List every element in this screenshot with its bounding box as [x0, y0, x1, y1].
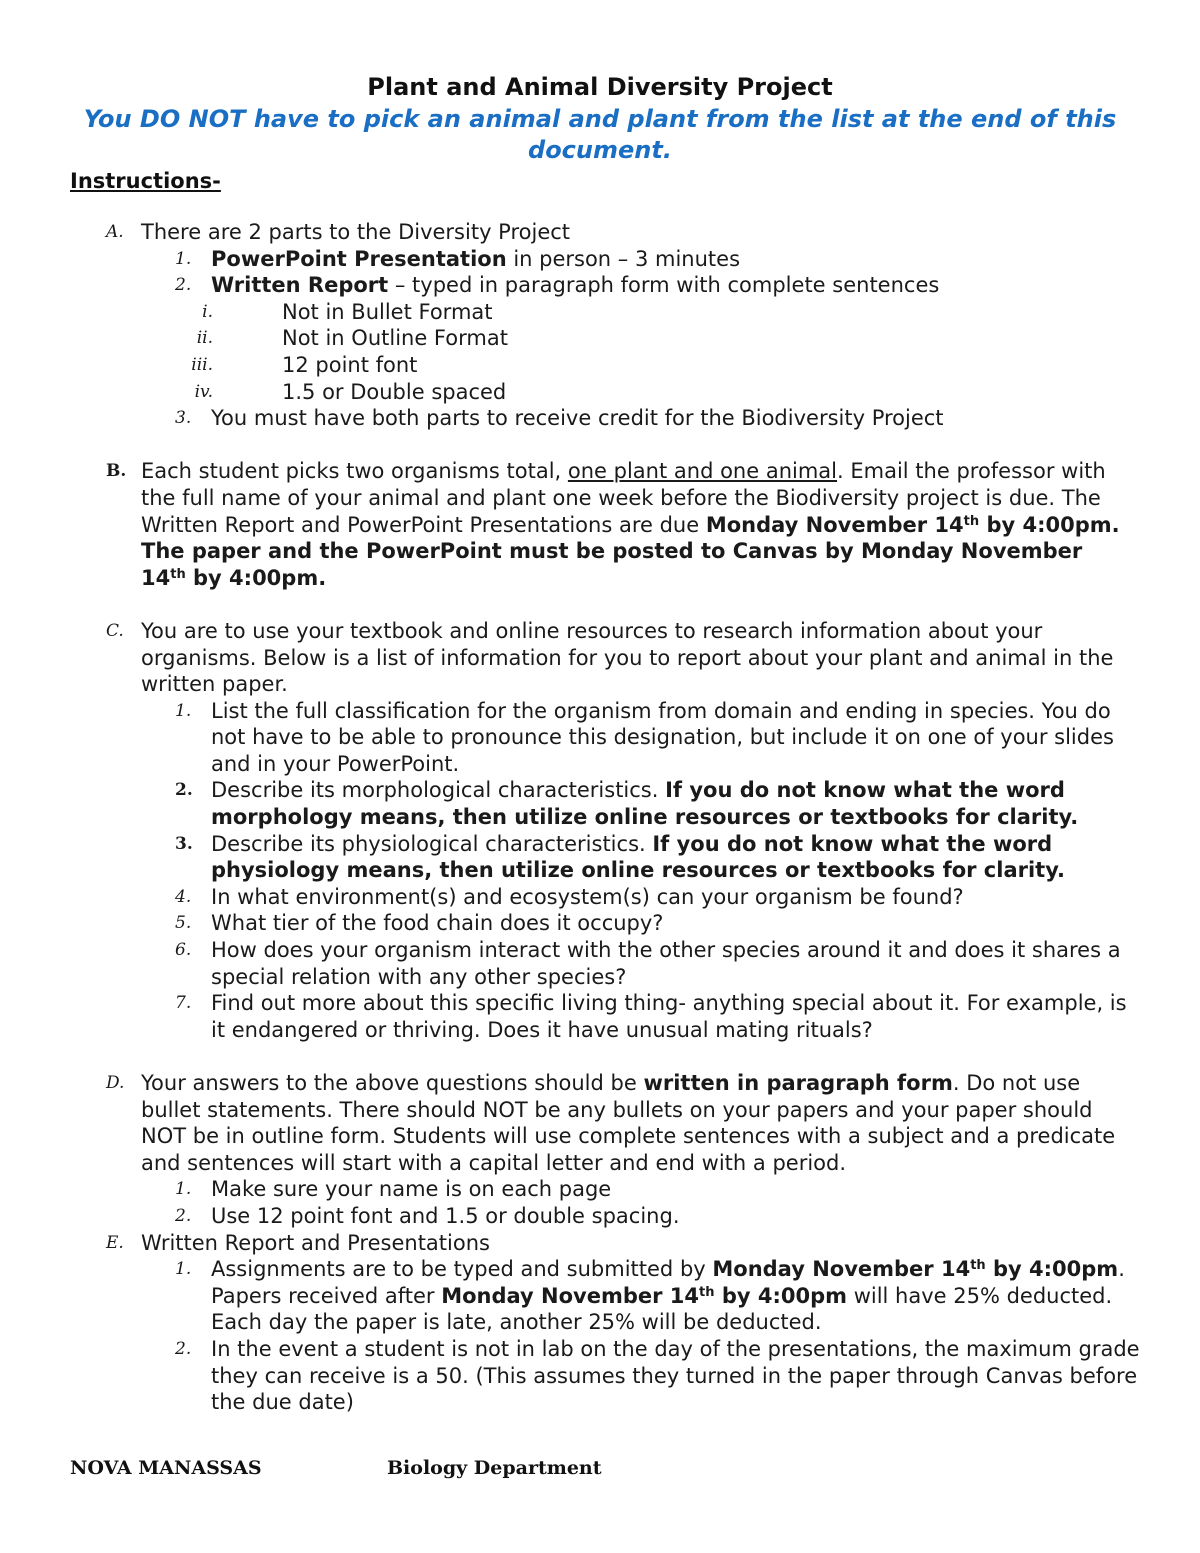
- item-text: 12 point font: [282, 352, 418, 377]
- item-marker: 1.: [175, 1179, 192, 1200]
- section-text: There are 2 parts to the Diversity Project: [141, 220, 571, 244]
- item-marker: i.: [202, 301, 213, 322]
- list-item: [0, 698, 1141, 778]
- item-marker: ii.: [196, 328, 213, 349]
- item-bold-text: If you do not know what the word physiology means, then utilize online resources or textbooks for clarity.: [211, 831, 1065, 883]
- page-subtitle: You DO NOT have to pick an animal and plant from the list at the end of this document.: [83, 105, 1117, 164]
- due-date-text: by 4:00pm: [985, 1257, 1119, 1282]
- list-item: [0, 1203, 1141, 1230]
- list-item: [0, 246, 1141, 273]
- item-text: will have 25% deducted. Each day the paper is late, another 25% will be deducted.: [211, 1283, 1113, 1335]
- superscript: th: [699, 1284, 715, 1300]
- list-item: [0, 884, 1141, 911]
- item-marker: 2.: [175, 1338, 192, 1359]
- list-item: [0, 777, 1141, 830]
- item-text: Describe its physiological characteristics.: [211, 831, 653, 856]
- item-text: In what environment(s) and ecosystem(s) can your organism be found?: [211, 884, 964, 909]
- section-marker: A.: [106, 222, 124, 242]
- list-item: [0, 937, 1141, 990]
- document-body: [0, 219, 1200, 1416]
- section-marker: C.: [106, 620, 124, 641]
- item-text: – typed in paragraph form with complete sentences: [388, 273, 940, 298]
- list-item: [0, 831, 1141, 884]
- list-item: [0, 405, 1141, 432]
- item-text: You must have both parts to receive credit for the Biodiversity Project: [211, 406, 944, 431]
- due-date-text: by 4:00pm. The paper and the PowerPoint must be posted to Canvas by Monday November 14: [141, 512, 1120, 590]
- superscript: th: [170, 566, 186, 582]
- item-marker: 1.: [175, 1259, 192, 1280]
- sub-list-item: [0, 352, 1142, 379]
- due-date-text: by 4:00pm: [714, 1283, 848, 1308]
- section-text: You are to use your textbook and online resources to research information about your organisms. Below is a list of information for you to report about your plant and animal in the written paper.: [141, 618, 1114, 697]
- item-text: in person – 3 minutes: [506, 246, 741, 271]
- item-marker: 5.: [175, 913, 192, 934]
- list-item: [0, 1176, 1141, 1203]
- sub-list-item: [0, 299, 1142, 326]
- item-text: Find out more about this specific living thing- anything special about it. For example, is it endangered or thriving. Does it have unusual mating rituals?: [211, 991, 1127, 1042]
- item-marker: iv.: [194, 381, 213, 402]
- list-item: [0, 990, 1141, 1043]
- section-marker: B.: [106, 461, 127, 482]
- item-text: Make sure your name is on each page: [211, 1177, 612, 1202]
- superscript: th: [963, 513, 980, 529]
- item-marker: 3.: [175, 408, 192, 429]
- section-text: . Do not use bullet statements. There should NOT be any bullets on your papers and your paper should NOT be in outline form. Students will use complete sentences with a subject and a predicate and sentences will start with a capital letter and end with a period.: [141, 1071, 1116, 1175]
- list-item: [0, 272, 1141, 299]
- section-c: [0, 618, 1131, 698]
- due-date-text: Monday November 14: [441, 1283, 700, 1308]
- item-bold-text: Written Report: [211, 273, 389, 298]
- item-bold-text: PowerPoint Presentation: [211, 246, 507, 271]
- sub-list-item: [0, 379, 1142, 406]
- item-text: Assignments are to be typed and submitted by: [211, 1257, 713, 1282]
- underlined-text: one plant and one animal: [567, 459, 838, 484]
- section-text: Your answers to the above questions should be: [141, 1071, 644, 1095]
- footer-left: NOVA MANASSAS: [70, 1457, 262, 1479]
- section-a: [0, 219, 1131, 246]
- item-text: List the full classification for the organism from domain and ending in species. You do not have to be able to pronounce this designation, but include it on one of your slides and in your PowerPoint.: [211, 698, 1114, 776]
- sub-list-item: [0, 325, 1142, 352]
- due-date-text: by 4:00pm.: [185, 565, 327, 590]
- item-marker: iii.: [191, 354, 213, 375]
- item-marker: 2.: [175, 275, 192, 296]
- superscript: th: [970, 1258, 986, 1274]
- due-date-text: Monday November 14: [705, 512, 964, 537]
- section-text: . Email the professor with the full name of your animal and plant one week before the Biodiversity project is due. The Written Report and PowerPoint Presentations are due: [141, 459, 1106, 537]
- item-marker: 1.: [175, 700, 192, 721]
- section-text: Each student picks two organisms total,: [141, 459, 568, 484]
- item-text: Use 12 point font and 1.5 or double spacing.: [211, 1203, 680, 1228]
- item-marker: 2.: [175, 1205, 192, 1226]
- item-text: In the event a student is not in lab on the day of the presentations, the maximum grade they can receive is a 50. (This assumes they turned in the paper through Canvas before the due date): [211, 1336, 1140, 1415]
- item-text: 1.5 or Double spaced: [282, 379, 507, 404]
- item-bold-text: If you do not know what the word morphology means, then utilize online resources or textbooks for clarity.: [211, 778, 1079, 830]
- section-marker: D.: [106, 1073, 125, 1093]
- item-text: How does your organism interact with the other species around it and does it shares a special relation with any other species?: [211, 938, 1121, 989]
- item-marker: 3.: [175, 833, 193, 854]
- item-marker: 2.: [175, 780, 193, 801]
- list-item: [0, 1336, 1141, 1416]
- footer-right: Biology Department: [387, 1457, 602, 1479]
- due-date-text: Monday November 14: [712, 1257, 971, 1282]
- section-text: Written Report and Presentations: [141, 1230, 490, 1255]
- item-text: . Papers received after: [211, 1257, 1125, 1308]
- item-text: Describe its morphological characteristics.: [211, 778, 666, 803]
- item-marker: 6.: [175, 940, 192, 961]
- item-text: Not in Bullet Format: [282, 299, 493, 324]
- instructions-heading: Instructions-: [70, 169, 221, 193]
- section-e: [0, 1230, 1131, 1257]
- item-marker: 1.: [175, 248, 192, 269]
- item-text: Not in Outline Format: [282, 326, 508, 351]
- section-marker: E.: [106, 1232, 124, 1253]
- list-item: [0, 910, 1141, 937]
- section-bold-text: written in paragraph form: [643, 1071, 953, 1095]
- list-item: [0, 1256, 1141, 1336]
- section-b: [0, 458, 1131, 591]
- item-marker: 7.: [175, 993, 192, 1014]
- page-title: Plant and Animal Diversity Project: [367, 73, 833, 101]
- section-d: [0, 1070, 1131, 1176]
- item-text: What tier of the food chain does it occupy?: [211, 911, 664, 936]
- item-marker: 4.: [175, 886, 192, 907]
